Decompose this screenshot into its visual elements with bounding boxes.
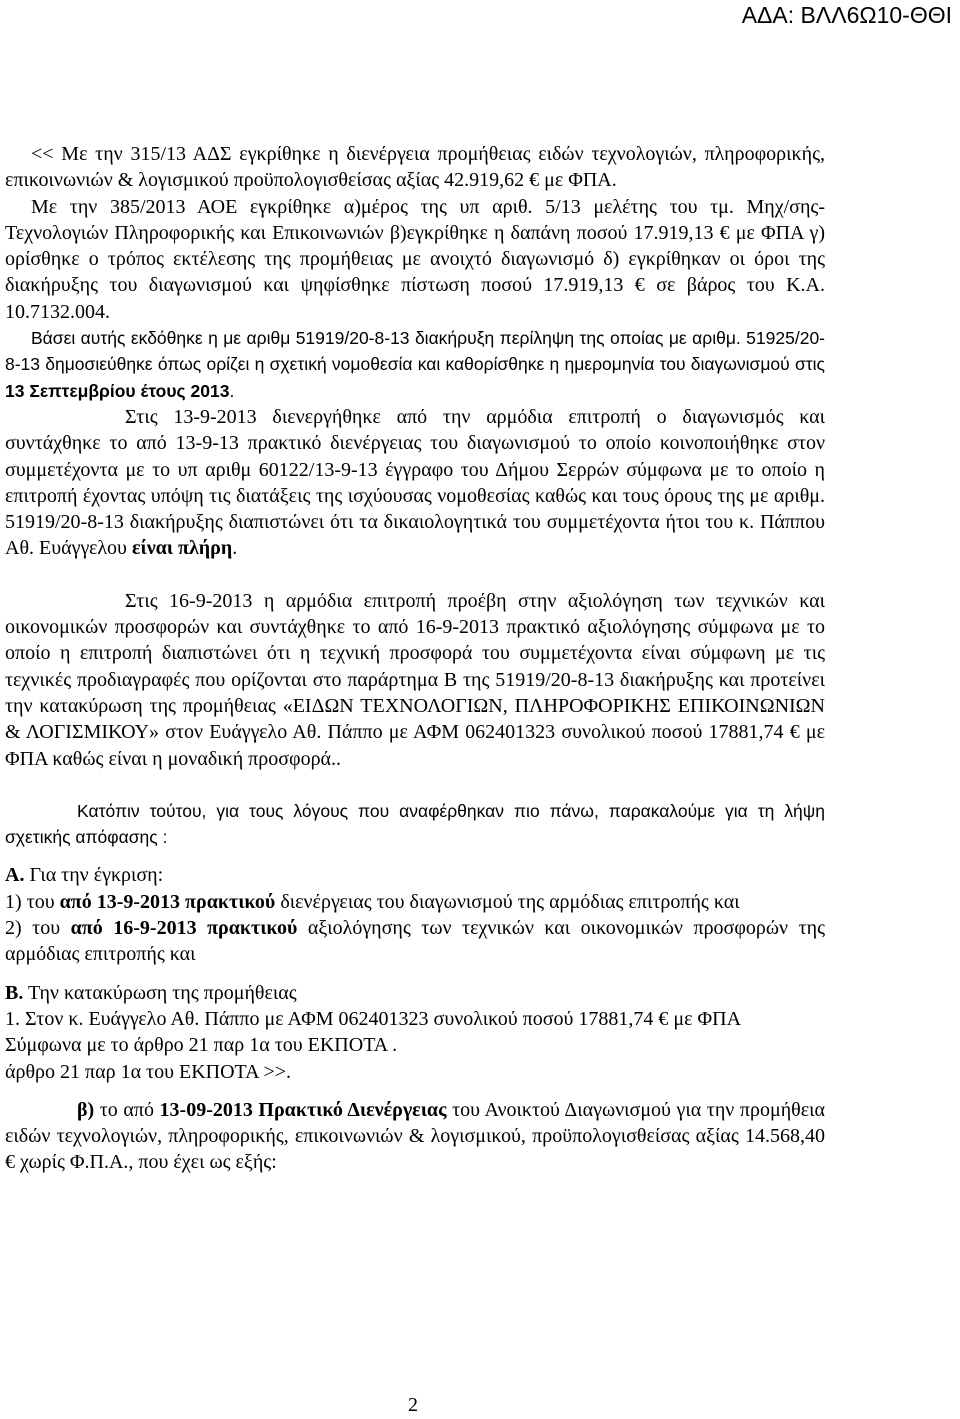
section-b-legal-2: άρθρο 21 παρ 1α του ΕΚΠΟΤΑ >>. <box>5 1060 292 1083</box>
paragraph-approval-385: Με την 385/2013 ΑΟΕ εγκρίθηκε α)μέρος της υπ αριθ. 5/13 μελέτης του τμ. Μηχ/σης-Τεχνολογιών Πληροφορικής και Επικοινωνιών β)εγκρίθηκε η δαπάνη ποσού 17.919,13 € με ΦΠΑ γ) ορίσθηκε ο τρόπος εκτέλεσης της προμήθειας με ανοιχτό διαγωνισμό δ) εγκρίθηκαν οι όροι της διακήρυξης του διαγωνισμού και ψηφίσθηκε πίστωση ποσού 17.919,13 € σε βάρος του Κ.Α. 10.7132.004. <box>5 195 825 323</box>
section-a-item-2: 2) του από 16-9-2013 πρακτικού αξιολόγησης των τεχνικών και οικονομικών προσφορών της αρμόδιας επιτροπής και <box>5 917 825 966</box>
paragraph-tender-13-9: Στις 13-9-2013 διενεργήθηκε από την αρμόδια επιτροπή ο διαγωνισμός και συντάχθηκε το από 13-9-13 πρακτικό διενέργειας του διαγωνισμού το οποίο κοινοποιήθηκε στον συμμετέχοντα με το υπ αριθμ 60122/13-9-13 έγγραφο του Δήμου Σερρών σύμφωνα με το οποίο η επιτροπή έχοντας υπόψη τις διατάξεις της ισχύουσας νομοθεσίας καθώς και τους όρους της με αριθμ. 51919/20-8-13 διακήρυξης διαπιστώνει ότι τα δικαιολογητικά του συμμετέχοντα ήτοι του κ. Πάππου Αθ. Ευάγγελου είναι πλήρη. <box>5 405 825 560</box>
section-a-item-1: 1) του από 13-9-2013 πρακτικού διενέργειας του διαγωνισμού της αρμόδιας επιτροπής και <box>5 890 740 913</box>
tender-date: 13 Σεπτεμβρίου έτους 2013 <box>5 380 230 401</box>
section-a-heading: Α. Για την έγκριση: <box>5 864 164 887</box>
ada-code: ΑΔΑ: ΒΛΛ6Ω10-ΘΘΙ <box>741 2 952 28</box>
document-body <box>5 141 825 1176</box>
paragraph-b: β) το από 13-09-2013 Πρακτικό Διενέργειας του Ανοικτού Διαγωνισμού για την προμήθεια ειδών τεχνολογιών, πληροφορικής, επικοινωνιών & λογισμικού, προϋπολογισθείσας αξίας 14.568,40 € χωρίς Φ.Π.Α., που έχει ως εξής: <box>5 1098 825 1174</box>
paragraph-proclamation: Βάσει αυτής εκδόθηκε η με αριθμ 51919/20-8-13 διακήρυξη περίληψη της οποίας με αριθμ. 51925/20-8-13 δημοσιεύθηκε όπως ορίζει η σχετική νομοθεσία και καθορίσθηκε η ημερομηνία του διαγωνισμού στις 13 Σεπτεμβρίου έτους 2013. <box>5 328 825 401</box>
page-number: 2 <box>408 1394 418 1416</box>
paragraph-approval-315: << Με την 315/13 ΑΔΣ εγκρίθηκε η διενέργεια προμήθειας ειδών τεχνολογιών, πληροφορικής, επικοινωνιών & λογισμικού προϋπολογισθείσας αξίας 42.919,62 € με ΦΠΑ. <box>5 143 825 192</box>
complete-status: είναι πλήρη <box>131 537 233 560</box>
paragraph-request: Κατόπιν τούτου, για τους λόγους που αναφέρθηκαν πιο πάνω, παρακαλούμε για τη λήψη σχετικής απόφασης : <box>5 800 825 848</box>
paragraph-evaluation-16-9: Στις 16-9-2013 η αρμόδια επιτροπή προέβη στην αξιολόγηση των τεχνικών και οικονομικών προσφορών και συντάχθηκε το από 16-9-2013 πρακτικό αξιολόγησης σύμφωνα με το οποίο η επιτροπή διαπιστώνει ότι η τεχνική προσφορά του συμμετέχοντα είναι σύμφωνη με τις τεχνικές προδιαγραφές που ορίζονται στο παράρτημα Β της 51919/20-8-13 διακήρυξης και προτείνει την κατακύρωση της προμήθειας «ΕΙΔΩΝ ΤΕΧΝΟΛΟΓΙΩΝ, ΠΛΗΡΟΦΟΡΙΚΗΣ ΕΠΙΚΟΙΝΩΝΙΩΝ & ΛΟΓΙΣΜΙΚΟΥ» στον Ευάγγελο Αθ. Πάππο με ΑΦΜ 062401323 συνολικού ποσού 17881,74 € με ΦΠΑ καθώς είναι η μοναδική προσφορά.. <box>5 589 825 770</box>
section-b-item-1: 1. Στον κ. Ευάγγελο Αθ. Πάππο με ΑΦΜ 062401323 συνολικού ποσού 17881,74 € με ΦΠΑ <box>5 1007 742 1030</box>
section-b-heading: Β. Την κατακύρωση της προμήθειας <box>5 981 297 1004</box>
section-b-legal-1: Σύμφωνα με το άρθρο 21 παρ 1α του ΕΚΠΟΤΑ . <box>5 1034 398 1057</box>
